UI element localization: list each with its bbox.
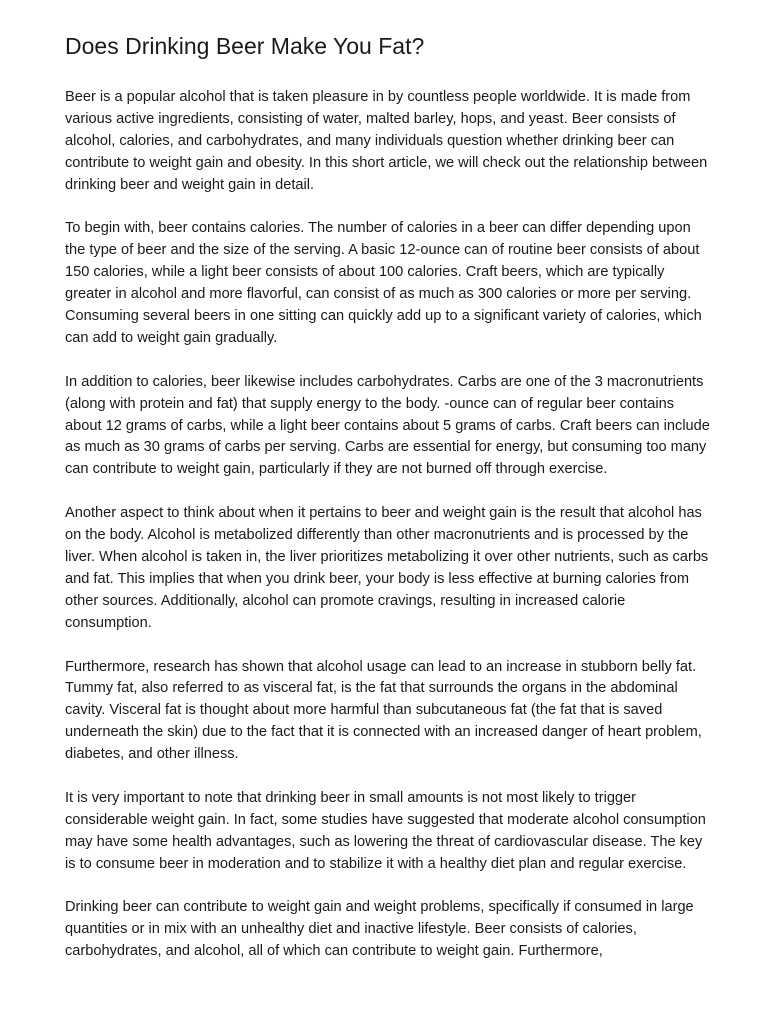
paragraph-7: Drinking beer can contribute to weight gain and weight problems, specifically if consumed in large quantities or in mix with an unhealthy diet and inactive lifestyle. Beer consists of calories, carbohydrates, and alcohol, all of which can contribute to weight gain. Furthermore, [65, 899, 694, 960]
paragraph-6: It is very important to note that drinking beer in small amounts is not most likely to trigger considerable weight gain. In fact, some studies have suggested that moderate alcohol consumption may have some health advantages, such as lowering the threat of cardiovascular disease. The key is to consume beer in moderation and to stabilize it with a healthy diet plan and regular exercise. [65, 789, 706, 872]
paragraph-2: To begin with, beer contains calories. The number of calories in a beer can differ depending upon the type of beer and the size of the serving. A basic 12-ounce can of routine beer consists of about 150 calories, while a light beer consists of about 100 calories. Craft beers, which are typically greater in alcohol and more flavorful, can consist of as much as 300 calories or more per serving. Consuming several beers in one sitting can quickly add up to a significant variety of calories, which can add to weight gain gradually. [65, 220, 702, 346]
paragraph-4: Another aspect to think about when it pertains to beer and weight gain is the result that alcohol has on the body. Alcohol is metabolized differently than other macronutrients and is processed by the liver. When alcohol is taken in, the liver prioritizes metabolizing it over other nutrients, such as carbs and fat. This implies that when you drink beer, your body is less effective at burning calories from other sources. Additionally, alcohol can promote cravings, resulting in increased calorie consumption. [65, 505, 709, 631]
paragraph-3: In addition to calories, beer likewise includes carbohydrates. Carbs are one of the 3 macronutrients (along with protein and fat) that supply energy to the body. -ounce can of regular beer contains about 12 grams of carbs, while a light beer contains about 5 grams of carbs. Craft beers can include as much as 30 grams of carbs per serving. Carbs are essential for energy, but consuming too many can contribute to weight gain, particularly if they are not burned off through exercise. [65, 373, 710, 478]
paragraph-5: Furthermore, research has shown that alcohol usage can lead to an increase in stubborn belly fat. Tummy fat, also referred to as visceral fat, is the fat that surrounds the organs in the abdominal cavity. Visceral fat is thought about more harmful than subcutaneous fat (the fat that is saved underneath the skin) due to the fact that it is connected with an increased danger of heart problem, diabetes, and other illness. [65, 658, 702, 763]
document-page [65, 30, 710, 985]
paragraph-1: Beer is a popular alcohol that is taken pleasure in by countless people worldwide. It is made from various active ingredients, consisting of water, malted barley, hops, and yeast. Beer consists of alcohol, calories, and carbohydrates, and many individuals question whether drinking beer can contribute to weight gain and obesity. In this short article, we will check out the relationship between drinking beer and weight gain in detail. [65, 89, 708, 193]
document-title: Does Drinking Beer Make You Fat? [65, 33, 425, 59]
